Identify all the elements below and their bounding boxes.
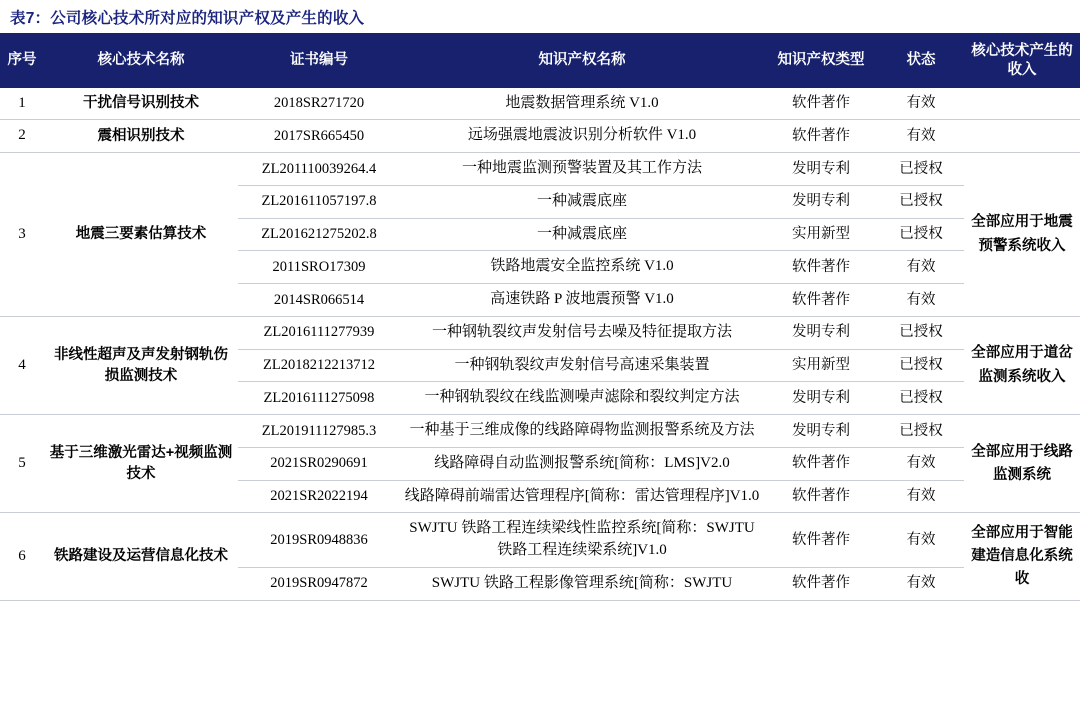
table-row xyxy=(0,87,1080,120)
header-row xyxy=(0,35,1080,87)
cell-status: 有效 xyxy=(878,480,964,513)
cell-status: 有效 xyxy=(878,251,964,284)
cell-status: 有效 xyxy=(878,447,964,480)
column-header-ip-type: 知识产权类型 xyxy=(764,35,878,87)
cell-cert-no: ZL2016111275098 xyxy=(238,382,400,415)
cell-cert-no: 2018SR271720 xyxy=(238,87,400,120)
cell-ip-name: 铁路地震安全监控系统 V1.0 xyxy=(400,251,764,284)
cell-status: 已授权 xyxy=(878,415,964,448)
cell-ip-name: 一种减震底座 xyxy=(400,185,764,218)
cell-ip-type: 实用新型 xyxy=(764,349,878,382)
column-header-ip-name: 知识产权名称 xyxy=(400,35,764,87)
table-row xyxy=(0,153,1080,186)
cell-index: 4 xyxy=(0,316,44,414)
cell-income: 全部应用于地震预警系统收入 xyxy=(964,153,1080,317)
cell-ip-name: 一种钢轨裂纹声发射信号高速采集装置 xyxy=(400,349,764,382)
cell-index: 3 xyxy=(0,153,44,317)
table-row xyxy=(0,120,1080,153)
cell-cert-no: 2019SR0947872 xyxy=(238,567,400,600)
cell-status: 已授权 xyxy=(878,153,964,186)
cell-status: 有效 xyxy=(878,87,964,120)
cell-ip-name: 一种减震底座 xyxy=(400,218,764,251)
cell-cert-no: ZL201611057197.8 xyxy=(238,185,400,218)
cell-ip-name: 高速铁路 P 波地震预警 V1.0 xyxy=(400,284,764,317)
cell-income: 全部应用于道岔监测系统收入 xyxy=(964,316,1080,414)
cell-ip-name: 一种基于三维成像的线路障碍物监测报警系统及方法 xyxy=(400,415,764,448)
cell-cert-no: 2019SR0948836 xyxy=(238,513,400,568)
cell-ip-type: 实用新型 xyxy=(764,218,878,251)
cell-tech-name: 干扰信号识别技术 xyxy=(44,87,238,120)
cell-status: 有效 xyxy=(878,120,964,153)
cell-ip-name: 一种地震监测预警装置及其工作方法 xyxy=(400,153,764,186)
cell-ip-type: 软件著作 xyxy=(764,284,878,317)
cell-ip-type: 软件著作 xyxy=(764,447,878,480)
cell-ip-type: 软件著作 xyxy=(764,480,878,513)
cell-ip-name: SWJTU 铁路工程连续梁线性监控系统[简称：SWJTU 铁路工程连续梁系统]V1.0 xyxy=(400,513,764,568)
cell-status: 有效 xyxy=(878,284,964,317)
table-row xyxy=(0,415,1080,448)
cell-status: 已授权 xyxy=(878,185,964,218)
cell-index: 5 xyxy=(0,415,44,513)
cell-tech-name: 铁路建设及运营信息化技术 xyxy=(44,513,238,600)
cell-index: 6 xyxy=(0,513,44,600)
cell-cert-no: ZL201911127985.3 xyxy=(238,415,400,448)
cell-status: 已授权 xyxy=(878,349,964,382)
cell-index: 1 xyxy=(0,87,44,120)
cell-income xyxy=(964,120,1080,153)
cell-status: 已授权 xyxy=(878,382,964,415)
cell-cert-no: ZL201110039264.4 xyxy=(238,153,400,186)
column-header-status: 状态 xyxy=(878,35,964,87)
cell-ip-name: 线路障碍自动监测报警系统[简称：LMS]V2.0 xyxy=(400,447,764,480)
cell-ip-type: 软件著作 xyxy=(764,87,878,120)
cell-income: 全部应用于智能建造信息化系统收 xyxy=(964,513,1080,600)
table-row xyxy=(0,513,1080,568)
table-header xyxy=(0,35,1080,87)
column-header-income: 核心技术产生的收入 xyxy=(964,35,1080,87)
cell-ip-type: 发明专利 xyxy=(764,316,878,349)
column-header-cert-no: 证书编号 xyxy=(238,35,400,87)
cell-cert-no: 2011SRO17309 xyxy=(238,251,400,284)
cell-ip-type: 发明专利 xyxy=(764,153,878,186)
cell-ip-name: SWJTU 铁路工程影像管理系统[简称：SWJTU xyxy=(400,567,764,600)
cell-ip-name: 一种钢轨裂纹声发射信号去噪及特征提取方法 xyxy=(400,316,764,349)
cell-ip-type: 发明专利 xyxy=(764,382,878,415)
cell-ip-name: 地震数据管理系统 V1.0 xyxy=(400,87,764,120)
cell-tech-name: 地震三要素估算技术 xyxy=(44,153,238,317)
ip-table xyxy=(0,35,1080,601)
cell-cert-no: 2017SR665450 xyxy=(238,120,400,153)
table-caption: 表7：公司核心技术所对应的知识产权及产生的收入 xyxy=(0,0,1080,35)
cell-cert-no: ZL2018212213712 xyxy=(238,349,400,382)
cell-status: 有效 xyxy=(878,513,964,568)
cell-ip-type: 软件著作 xyxy=(764,513,878,568)
cell-tech-name: 基于三维激光雷达+视频监测技术 xyxy=(44,415,238,513)
cell-ip-type: 发明专利 xyxy=(764,185,878,218)
cell-ip-type: 软件著作 xyxy=(764,567,878,600)
cell-ip-type: 发明专利 xyxy=(764,415,878,448)
cell-ip-name: 一种钢轨裂纹在线监测噪声滤除和裂纹判定方法 xyxy=(400,382,764,415)
cell-status: 已授权 xyxy=(878,316,964,349)
cell-tech-name: 非线性超声及声发射钢轨伤损监测技术 xyxy=(44,316,238,414)
column-header-tech-name: 核心技术名称 xyxy=(44,35,238,87)
cell-ip-name: 远场强震地震波识别分析软件 V1.0 xyxy=(400,120,764,153)
cell-ip-name: 线路障碍前端雷达管理程序[简称：雷达管理程序]V1.0 xyxy=(400,480,764,513)
table-row xyxy=(0,316,1080,349)
cell-income: 全部应用于线路监测系统 xyxy=(964,415,1080,513)
cell-cert-no: 2021SR2022194 xyxy=(238,480,400,513)
cell-index: 2 xyxy=(0,120,44,153)
cell-cert-no: ZL201621275202.8 xyxy=(238,218,400,251)
cell-income xyxy=(964,87,1080,120)
cell-tech-name: 震相识别技术 xyxy=(44,120,238,153)
cell-cert-no: 2021SR0290691 xyxy=(238,447,400,480)
cell-cert-no: 2014SR066514 xyxy=(238,284,400,317)
cell-status: 有效 xyxy=(878,567,964,600)
column-header-index: 序号 xyxy=(0,35,44,87)
cell-ip-type: 软件著作 xyxy=(764,120,878,153)
cell-ip-type: 软件著作 xyxy=(764,251,878,284)
cell-status: 已授权 xyxy=(878,218,964,251)
table-body xyxy=(0,87,1080,600)
cell-cert-no: ZL2016111277939 xyxy=(238,316,400,349)
